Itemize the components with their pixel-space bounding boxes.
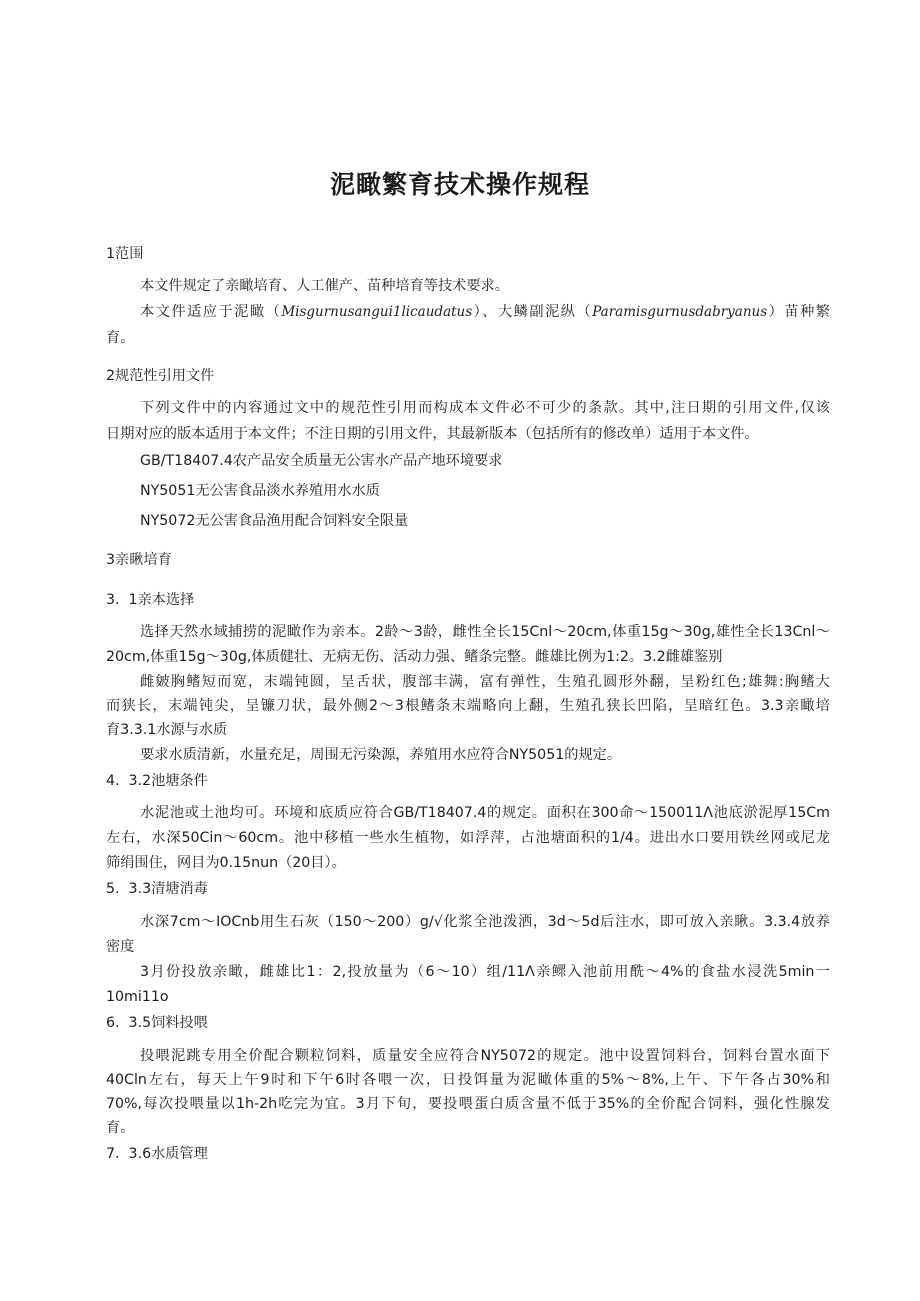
section-6-line: 40Cln左右，每天上午9时和下午6时各喂一次，日投饵量为泥瞰体重的5%～8%,上午、下午各占30%和 — [106, 1072, 830, 1088]
reference-item: NY5051无公害食品淡水养殖用水水质 — [140, 483, 380, 499]
section-5-heading: 5. 3.3清塘消毒 — [106, 881, 208, 897]
paragraph-text: 本文件适应于泥瞰（ — [140, 304, 282, 320]
section-4-heading: 4. 3.2池塘条件 — [106, 773, 208, 789]
section-1-paragraph-2 — [140, 302, 830, 322]
section-1-heading: 1范围 — [106, 246, 144, 262]
section-3-1-heading: 3. 1亲本选择 — [106, 592, 195, 608]
section-4-line: 筛绢围住，网目为0.15nun（20目）。 — [106, 855, 346, 871]
section-2-paragraph: 下列文件中的内容通过文中的规范性引用而构成本文件必不可少的条款。其中,注日期的引用文件,仅该 — [140, 400, 830, 416]
section-3-1-line: 而狭长，末端钝尖，呈镰刀状，最外侧2～3根鳍条末端略向上翻，生殖孔狭长凹陷，呈暗红色。3.3亲瞰培 — [106, 698, 830, 714]
section-1-paragraph-1: 本文件规定了亲瞰培育、人工催产、苗种培育等技术要求。 — [140, 278, 509, 294]
section-5-line: 3月份投放亲瞰，雌雄比1：2,投放量为（6～10）组∕11Λ亲鳏入池前用酰～4%的食盐水浸洗5min一 — [140, 964, 830, 980]
section-2-heading: 2规范性引用文件 — [106, 368, 215, 384]
section-5-line: 密度 — [106, 939, 135, 955]
section-5-line: 水深7cm～IOCnb用生石灰（150～200）g∕√化浆全池泼洒，3d～5d后注水，即可放入亲瞅。3.3.4放养 — [140, 914, 830, 930]
section-3-1-line: 雌皴胸鳍短而宽，末端钝圆，呈舌状，腹部丰满，富有弹性，生殖孔圆形外翻，呈粉红色;雄舞:胸鳍大 — [140, 674, 830, 690]
section-3-1-line: 要求水质清新，水量充足，周围无污染源，养殖用水应符合NY5051的规定。 — [140, 747, 622, 763]
reference-item: NY5072无公害食品渔用配合饲料安全限量 — [140, 513, 409, 529]
section-6-line: 投喂泥跳专用全价配合颗粒饲料，质量安全应符合NY5072的规定。池中设置饲料台，饲料台置水面下 — [140, 1048, 830, 1064]
latin-species-name: Paramisgurnusdabryanus — [592, 304, 768, 320]
section-4-line: 水泥池或土池均可。环境和底质应符合GB/T18407.4的规定。面积在300命～150011Λ池底淤泥厚15Cm — [140, 805, 830, 821]
section-4-line: 左右，水深50Cin～60cm。池中移植一些水生植物，如浮萍，占池塘面积的1/4。进出水口要用铁丝网或尼龙 — [106, 830, 830, 846]
document-title: 泥瞰繁育技术操作规程 — [329, 170, 590, 199]
paragraph-text: ）、大鳞副泥纵（ — [472, 304, 593, 320]
reference-item: GB/T18407.4农产品安全质量无公害水产品产地环境要求 — [140, 453, 503, 469]
section-3-heading: 3亲瞅培育 — [106, 552, 172, 568]
section-1-paragraph-2-cont: 育。 — [106, 330, 135, 346]
section-7-heading: 7. 3.6水质管理 — [106, 1146, 208, 1162]
section-2-paragraph-cont: 日期对应的版本适用于本文件；不注日期的引用文件，其最新版本（包括所有的修改单）适用于本文件。 — [106, 426, 759, 442]
section-3-1-line: 育3.3.1水源与水质 — [106, 722, 228, 738]
section-3-1-line: 选择天然水域捕捞的泥瞰作为亲本。2龄～3龄，雌性全长15Cnl～20cm,体重15g～30g,雄性全长13Cnl～ — [140, 624, 830, 640]
section-3-1-line: 20cm,体重15g～30g,体质健壮、无病无伤、活动力强、鳍条完整。雌雄比例为1:2。3.2雌雄鉴别 — [106, 649, 723, 665]
section-6-heading: 6. 3.5饲料投喂 — [106, 1015, 208, 1031]
paragraph-text: ）苗种繁 — [767, 304, 830, 320]
section-6-line: 70%,每次投喂量以1h-2h吃完为宜。3月下旬，要投喂蛋白质含量不低于35%的全价配合饲料，强化性腺发 — [106, 1096, 830, 1112]
section-6-line: 育。 — [106, 1120, 135, 1136]
latin-species-name: Misgurnusangui1licaudatus — [281, 304, 473, 320]
section-5-line: 10mi11o — [106, 989, 169, 1005]
